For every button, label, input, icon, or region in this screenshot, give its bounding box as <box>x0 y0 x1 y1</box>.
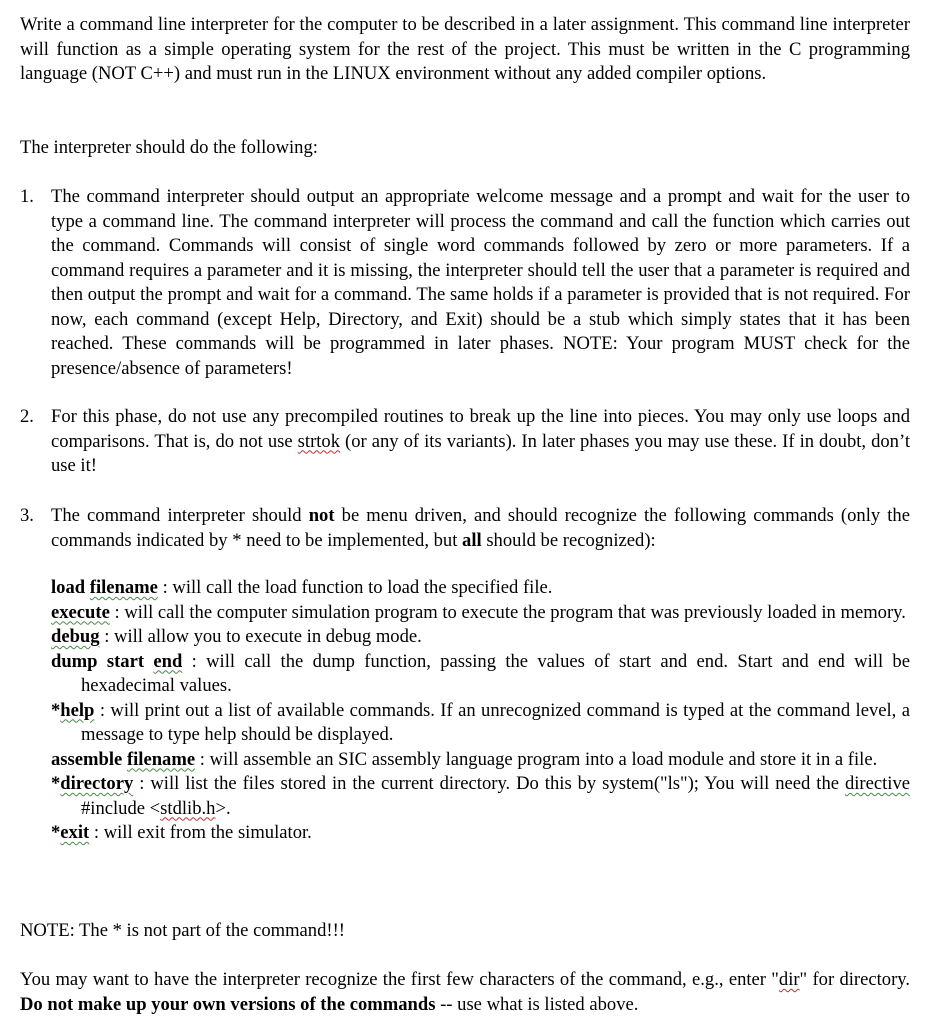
command-description: #include < <box>81 797 161 819</box>
text-run: For this phase, do not use any precompiled routines to break up the line into pieces. You may only use loops and comparisons. That is, do not use <box>51 406 910 452</box>
text-run: be menu driven, and should recognize the following commands (only the commands indicated by * need to be implemented, but <box>51 505 910 551</box>
command-keyword: assemble <box>51 748 123 770</box>
directive-term: directive <box>844 773 910 794</box>
command-description: You will need the <box>698 773 845 794</box>
dir-term: dir <box>778 969 800 990</box>
emphasis-all: all <box>462 529 482 551</box>
list-item-3 <box>20 504 910 553</box>
command-separator: : <box>157 577 173 598</box>
command-separator: : <box>109 601 125 623</box>
command-keyword: execute <box>51 601 110 623</box>
list-number: 1. <box>20 186 34 207</box>
required-marker: * <box>51 822 61 843</box>
command-separator: : <box>94 699 111 721</box>
command-description: will allow you to execute in debug mode. <box>114 626 422 647</box>
final-paragraph <box>20 968 910 1017</box>
command-keyword: dump start <box>51 650 145 672</box>
command-keyword: debug <box>51 626 100 647</box>
command-dump <box>51 650 910 699</box>
command-execute <box>51 601 910 626</box>
command-separator: : <box>89 822 104 843</box>
list-number: 3. <box>20 505 34 526</box>
note-line: NOTE: The * is not part of the command!!! <box>20 920 345 941</box>
text-run: (or any of its variants). In later phases you may use these. If in doubt, don’t use it! <box>51 430 910 476</box>
text-run: " for directory. <box>799 969 910 990</box>
text-run: You may want to have the interpreter recognize the first few characters of the command, e.g., enter " <box>20 969 779 990</box>
command-description: will assemble an SIC assembly language program into a load module and store it in a file. <box>209 748 878 770</box>
list-item-text <box>51 504 910 553</box>
list-item-1 <box>20 185 910 381</box>
list-item-text: The command interpreter should output an appropriate welcome message and a prompt and wait for the user to type a command line. The command interpreter will process the command and call the function which carries out the command. Commands will consist of single word commands followed by zero or more parameters. If a command requires a parameter and it is missing, the interpreter should tell the user that a parameter is required and then output the prompt and wait for a command. The same holds if a parameter is provided that is not required. For now, each command (except Help, Directory, and Exit) should be a stub which simply states that it has been reached. These commands will be programmed in later phases. NOTE: Your program MUST check for the presence/absence of parameters! <box>51 186 910 379</box>
command-load <box>51 576 910 601</box>
command-separator: : <box>195 748 210 770</box>
command-argument: filename <box>89 577 158 598</box>
text-run: should be recognized): <box>481 529 656 551</box>
command-description: will list the files stored in the current directory. Do this by system("ls"); <box>150 773 699 794</box>
command-description: will call the load function to load the specified file. <box>172 577 553 598</box>
required-marker: * <box>51 699 61 721</box>
list-item-text <box>51 405 910 479</box>
command-separator: : <box>133 773 151 794</box>
command-argument: filename <box>126 748 196 770</box>
command-directory <box>51 772 910 821</box>
command-keyword: load <box>51 577 86 598</box>
text-run: -- use what is listed above. <box>435 993 639 1015</box>
command-list <box>51 576 910 846</box>
command-separator: : <box>182 650 207 672</box>
command-keyword: exit <box>60 822 90 843</box>
stdlib-term: stdlib.h <box>160 797 216 819</box>
command-keyword: directory <box>60 773 134 794</box>
strtok-term: strtok <box>297 430 341 452</box>
command-keyword: help <box>60 699 95 721</box>
command-exit <box>51 821 910 846</box>
bold-warning: Do not make up your own versions of the commands <box>20 993 436 1015</box>
lead-sentence: The interpreter should do the following: <box>20 137 318 158</box>
command-debug <box>51 625 910 650</box>
emphasis-not: not <box>308 505 335 526</box>
command-description: will call the dump function, passing the values of start and end. Start and end will be hexadecimal values. <box>81 650 910 696</box>
command-description: will print out a list of available commands. If an unrecognized command is typed at the command level, a message to type help should be displayed. <box>81 699 910 745</box>
intro-paragraph: Write a command line interpreter for the computer to be described in a later assignment. This command line interpreter will function as a simple operating system for the rest of the project. This must be written in the C programming language (NOT C++) and must run in the LINUX environment without any added compiler options. <box>20 14 910 84</box>
command-assemble <box>51 748 910 773</box>
list-item-2 <box>20 405 910 479</box>
command-description: >. <box>215 797 231 819</box>
command-description: will exit from the simulator. <box>103 822 312 843</box>
command-help <box>51 699 910 748</box>
text-run: The command interpreter should <box>51 505 309 526</box>
command-argument: end <box>153 650 183 672</box>
required-marker: * <box>51 773 61 794</box>
command-description: will call the computer simulation program to execute the program that was previously loaded in memory. <box>124 601 906 623</box>
command-separator: : <box>99 626 115 647</box>
list-number: 2. <box>20 406 34 427</box>
